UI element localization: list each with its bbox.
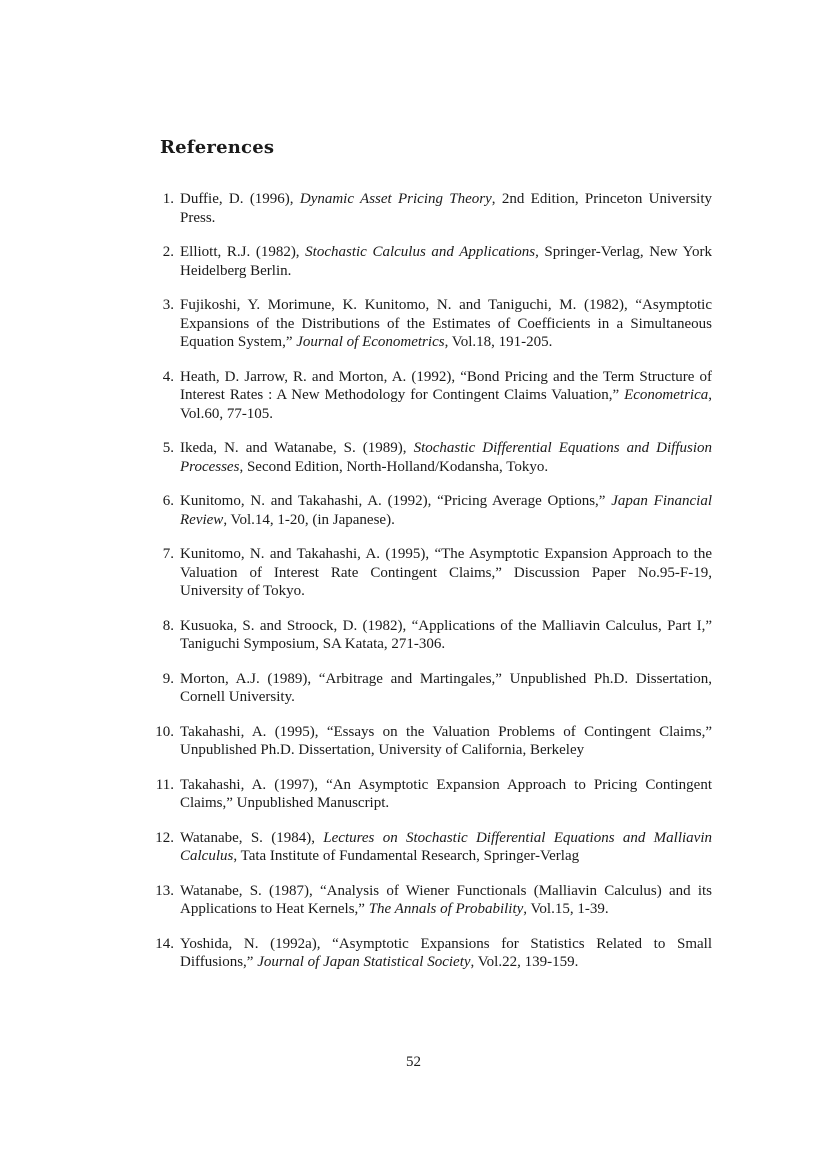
reference-title: Stochastic Differential Equations and Diffusion Processes xyxy=(180,440,713,475)
reference-number: 3. xyxy=(162,297,174,313)
reference-number: 9. xyxy=(162,670,174,687)
reference-item xyxy=(140,243,712,280)
reference-number: 7. xyxy=(162,546,174,562)
reference-tail: , Tata Institute of Fundamental Research, Springer-Verlag xyxy=(233,848,580,864)
reference-text: Yoshida, N. (1992a), “Asymptotic Expansions for Statistics Related to Small Diffusions,” xyxy=(180,935,712,970)
reference-item xyxy=(140,439,712,476)
reference-title: Stochastic Calculus and Applications xyxy=(305,244,536,260)
reference-text: Heath, D. Jarrow, R. and Morton, A. (1992), “Bond Pricing and the Term Structure of Interest Rates : A New Methodology for Contingent Claims Valuation,” xyxy=(180,368,712,403)
reference-tail: , Vol.18, 191-205. xyxy=(444,334,553,350)
reference-item xyxy=(140,935,712,972)
reference-text: Takahashi, A. (1995), “Essays on the Valuation Problems of Contingent Claims,” Unpublished Ph.D. Dissertation, University of California, Berkeley xyxy=(180,723,712,758)
page-number: 52 xyxy=(406,1054,421,1070)
reference-item xyxy=(140,882,712,919)
reference-tail: , Vol.60, 77-105. xyxy=(180,387,712,422)
reference-text: Kunitomo, N. and Takahashi, A. (1992), “Pricing Average Options,” xyxy=(180,493,612,509)
reference-title: Econometrica xyxy=(624,387,709,403)
reference-text: Ikeda, N. and Watanabe, S. (1989), xyxy=(180,440,414,456)
reference-text: Watanabe, S. (1984), xyxy=(180,829,324,846)
reference-number: 10. xyxy=(155,723,174,740)
reference-item xyxy=(140,368,712,424)
reference-number: 5. xyxy=(162,440,174,456)
reference-title: Japan Financial Review xyxy=(180,493,713,528)
reference-tail: , Vol.14, 1-20, (in Japanese). xyxy=(223,511,395,528)
reference-number: 11. xyxy=(155,776,174,793)
reference-tail: , Springer-Verlag, New York Heidelberg Berlin. xyxy=(180,244,712,279)
reference-number: 13. xyxy=(155,882,174,899)
reference-title: Lectures on Stochastic Differential Equations and Malliavin Calculus xyxy=(180,829,712,864)
reference-number: 12. xyxy=(155,829,174,846)
reference-title: Dynamic Asset Pricing Theory xyxy=(299,191,492,207)
reference-item xyxy=(140,190,712,227)
reference-text: Fujikoshi, Y. Morimune, K. Kunitomo, N. and Taniguchi, M. (1982), “Asymptotic Expansions of the Distributions of the Estimates of Coefficients in a Simultaneous Equation System,” xyxy=(180,297,712,350)
reference-number: 8. xyxy=(162,617,174,634)
reference-item xyxy=(140,492,712,529)
reference-text: Morton, A.J. (1989), “Arbitrage and Martingales,” Unpublished Ph.D. Dissertation, Cornell University. xyxy=(180,670,712,705)
reference-list xyxy=(140,190,712,988)
reference-title: Journal of Econometrics xyxy=(296,334,445,350)
reference-tail: , Vol.15, 1-39. xyxy=(523,901,609,917)
reference-item xyxy=(140,617,712,654)
reference-item xyxy=(140,670,712,707)
reference-text: Duffie, D. (1996), xyxy=(180,191,300,207)
references-heading: References xyxy=(160,137,275,158)
reference-text: Watanabe, S. (1987), “Analysis of Wiener Functionals (Malliavin Calculus) and its Applications to Heat Kernels,” xyxy=(180,882,712,917)
reference-number: 4. xyxy=(162,368,174,385)
reference-number: 6. xyxy=(162,493,174,509)
reference-number: 2. xyxy=(162,244,174,260)
reference-number: 14. xyxy=(155,935,174,952)
reference-text: Elliott, R.J. (1982), xyxy=(180,244,306,260)
reference-text: Kusuoka, S. and Stroock, D. (1982), “Applications of the Malliavin Calculus, Part I,” Taniguchi Symposium, SA Katata, 271-306. xyxy=(180,617,712,652)
reference-item xyxy=(140,296,712,352)
reference-item xyxy=(140,723,712,760)
reference-text: Takahashi, A. (1997), “An Asymptotic Expansion Approach to Pricing Contingent Claims,” Unpublished Manuscript. xyxy=(180,776,712,811)
reference-number: 1. xyxy=(162,191,174,207)
reference-tail: , Vol.22, 139-159. xyxy=(470,954,579,970)
reference-text: Kunitomo, N. and Takahashi, A. (1995), “The Asymptotic Expansion Approach to the Valuation of Interest Rate Contingent Claims,” Discussion Paper No.95-F-19, University of Tokyo. xyxy=(180,546,712,599)
reference-item xyxy=(140,776,712,813)
reference-title: Journal of Japan Statistical Society xyxy=(257,954,471,970)
reference-item xyxy=(140,545,712,601)
reference-tail: , 2nd Edition, Princeton University Press. xyxy=(180,191,712,226)
reference-title: The Annals of Probability xyxy=(368,901,524,917)
reference-item xyxy=(140,829,712,866)
reference-tail: , Second Edition, North-Holland/Kodansha, Tokyo. xyxy=(239,458,549,475)
